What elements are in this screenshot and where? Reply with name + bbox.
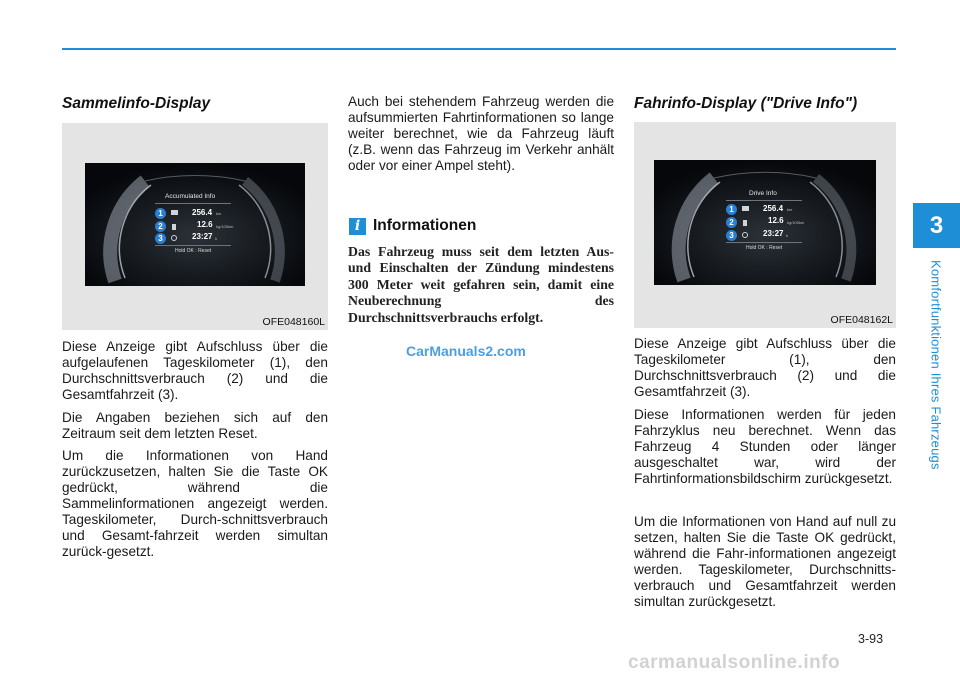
left-paragraph-2: Die Angaben beziehen sich auf den Zeitraum seit dem letzten Reset. (62, 410, 328, 441)
badge-1: 1 (155, 208, 166, 219)
row3-value: 23:27 (192, 232, 213, 241)
site-watermark: carmanualsonline.info (628, 652, 841, 673)
badge-1-drive: 1 (726, 204, 737, 215)
chapter-number-tab: 3 (913, 203, 960, 248)
badge-3-drive: 3 (726, 230, 737, 241)
screen-footer-drive: Hold OK : Reset (746, 245, 783, 251)
right-paragraph-1: Diese Anzeige gibt Aufschluss über die Tageskilometer (1), den Durchschnittsverbrauch (2) und die Gesamtfahrzeit (3). (634, 336, 896, 399)
cluster-screen (85, 163, 305, 286)
fuel-icon (172, 224, 176, 230)
chapter-title: Komfortfunktionen Ihres Fahrzeugs (928, 260, 944, 470)
car-icon-drive (742, 206, 749, 211)
row2-unit-drive: kg/100km (787, 220, 805, 225)
row2-unit: kg/100km (216, 224, 234, 229)
screen-divider-2 (155, 245, 231, 246)
screen-title-drive: Drive Info (749, 190, 777, 197)
row3-unit-drive: h (786, 233, 789, 238)
clock-icon-drive (742, 232, 748, 238)
figure-accumulated-info (62, 123, 328, 330)
row3-unit: h (215, 236, 218, 241)
row1-unit-drive: km (787, 207, 793, 212)
row2-value-drive: 12.6 (768, 216, 784, 225)
info-body: Das Fahrzeug muss seit dem letzten Aus- und Einschalten der Zündung mindestens 300 Meter weit gefahren sein, damit eine Neuberechnung des Durchschnittsverbrauchs erfolgt. (348, 244, 614, 325)
figure-drive-info (634, 122, 896, 328)
section-title-drive-info: Fahrinfo-Display ("Drive Info") (634, 95, 858, 112)
clock-icon (171, 235, 177, 241)
page-number: 3-93 (858, 632, 884, 646)
row1-value: 256.4 (192, 208, 213, 217)
row1-unit: km (216, 211, 222, 216)
right-paragraph-3: Um die Informationen von Hand auf null zu setzen, halten Sie die Taste OK gedrückt, während die Fahr-informationen angezeigt werden. Tageskilometer, Durchschnitts-verbrauch und Gesamtfahrzeit werden simultan zurückgesetzt. (634, 514, 896, 609)
cluster-gauge-graphic (85, 163, 305, 286)
info-heading (349, 217, 476, 235)
figure-code-left: OFE048160L (262, 316, 325, 328)
info-title: Informationen (373, 217, 477, 234)
info-icon: i (349, 218, 366, 235)
screen-divider (155, 203, 231, 204)
row2-value: 12.6 (197, 220, 213, 229)
screen-divider-drive-2 (726, 242, 802, 243)
right-paragraph-2: Diese Informationen werden für jeden Fahrzyklus neu berechnet. Wenn das Fahrzeug 4 Stunden oder länger ausgeschaltet war, wird der Fahrtinformationsbildschirm zurückgesetzt. (634, 407, 896, 486)
section-title-accumulated: Sammelinfo-Display (62, 95, 211, 112)
chapter-title-vertical (921, 260, 951, 500)
screen-footer: Hold OK : Reset (175, 248, 212, 254)
row1-value-drive: 256.4 (763, 204, 784, 213)
screen-title: Accumulated Info (165, 193, 216, 200)
header-rule (62, 48, 896, 50)
cluster-gauge-graphic-drive (654, 160, 876, 285)
badge-2-drive: 2 (726, 217, 737, 228)
badge-2: 2 (155, 221, 166, 232)
left-paragraph-1: Diese Anzeige gibt Aufschluss über die aufgelaufenen Tageskilometer (1), den Durchschnittsverbrauch (2) und die Gesamtfahrzeit (3). (62, 339, 328, 402)
car-icon (171, 210, 178, 215)
figure-code-right: OFE048162L (830, 314, 893, 326)
fuel-icon-drive (743, 220, 747, 226)
carmanuals-watermark: CarManuals2.com (406, 343, 526, 359)
left-paragraph-3: Um die Informationen von Hand zurückzusetzen, halten Sie die Taste OK gedrückt, während die Sammelinformationen angezeigt werden. Tageskilometer, Durch-schnittsverbrauch und Gesamt-fahrzeit werden simultan zurück-gesetzt. (62, 448, 328, 559)
screen-divider-drive (726, 200, 802, 201)
cluster-screen-drive (654, 160, 876, 285)
row3-value-drive: 23:27 (763, 229, 784, 238)
middle-paragraph-1: Auch bei stehendem Fahrzeug werden die aufsummierten Fahrtinformationen so lange weiter berechnet, wie da Fahrzeug läuft (z.B. wenn das Fahrzeug im Verkehr anhält oder vor einer Ampel steht). (348, 94, 614, 173)
badge-3: 3 (155, 233, 166, 244)
